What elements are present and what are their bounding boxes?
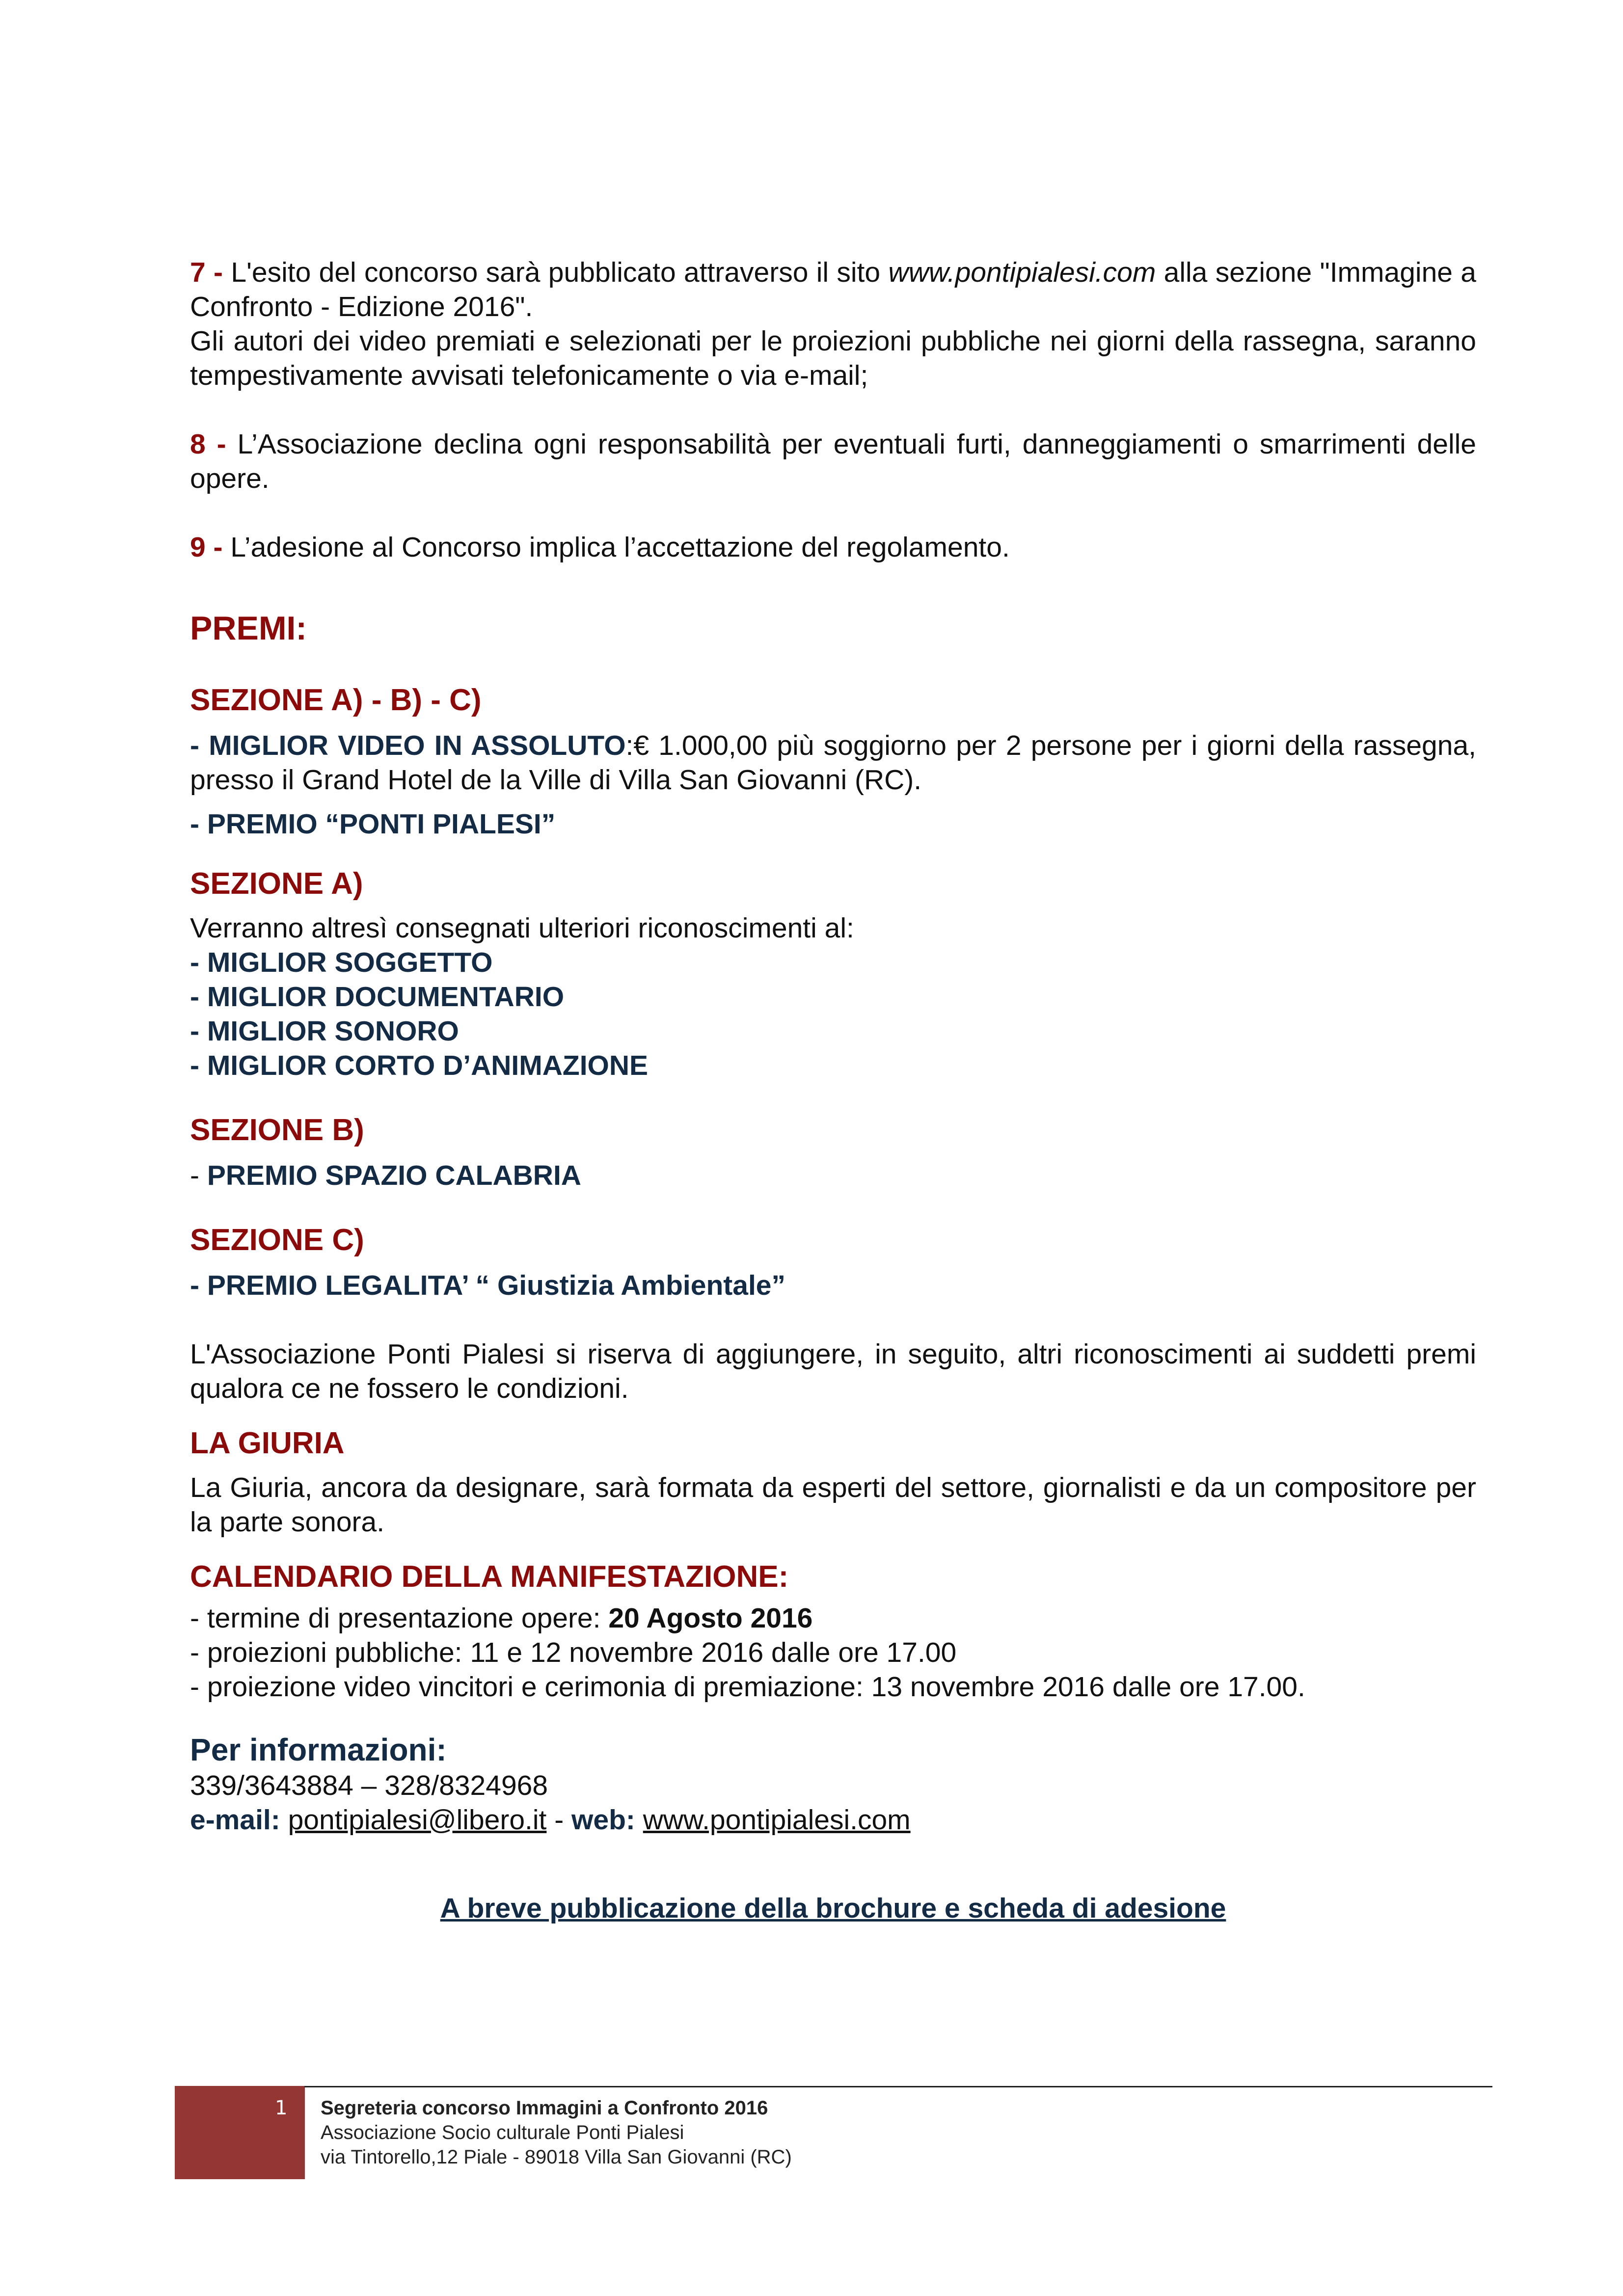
paragraph-text: alla sezione "Immagine a Confronto - Edizione 2016". [190, 257, 1476, 322]
award-item: - MIGLIOR SONORO [190, 1015, 459, 1047]
website-reference: www.pontipialesi.com [888, 257, 1156, 288]
ponti-pialesi-prize: - PREMIO “PONTI PIALESI” [190, 808, 556, 840]
item-number: 9 - [190, 532, 223, 563]
award-item: - MIGLIOR DOCUMENTARIO [190, 981, 565, 1013]
footer-line-2: Associazione Socio culturale Ponti Pialesi [321, 2122, 684, 2143]
page-number: 1 [275, 2097, 288, 2119]
prize-label: - MIGLIOR VIDEO IN ASSOLUTO [190, 730, 626, 761]
section-b-prize [190, 1158, 1476, 1193]
section-abc-heading: SEZIONE A) - B) - C) [190, 683, 482, 717]
info-heading: Per informazioni: [190, 1732, 447, 1767]
section-b-heading: SEZIONE B) [190, 1113, 364, 1147]
email-link[interactable]: pontipialesi@libero.it [288, 1804, 547, 1836]
contacts-line [190, 1803, 1476, 1837]
paragraph-8 [190, 427, 1476, 496]
footer-title: Segreteria concorso Immagini a Confronto 2016 [321, 2097, 768, 2119]
separator: - [546, 1804, 572, 1836]
section-a-intro: Verranno altresì consegnati ulteriori riconoscimenti al: [190, 912, 854, 944]
prize-description: :€ 1.000,00 più soggiorno per 2 persone per i giorni della rassegna, presso il Grand Hotel de la Ville di Villa San Giovanni (RC). [190, 730, 1476, 796]
paragraph-7-continued: Gli autori dei video premiati e selezionati per le proiezioni pubbliche nei giorni della rassegna, saranno tempestivamente avvisati telefonicamente o via e-mail; [190, 325, 1476, 391]
deadline-date: 20 Agosto 2016 [608, 1602, 813, 1634]
web-label: web: [571, 1804, 635, 1836]
footer-address [321, 2096, 792, 2169]
calendario-heading: CALENDARIO DELLA MANIFESTAZIONE: [190, 1560, 789, 1594]
dash: - [190, 1160, 207, 1191]
prize-label: PREMIO SPAZIO CALABRIA [207, 1160, 581, 1191]
footer-divider [304, 2086, 1492, 2087]
premi-heading: PREMI: [190, 610, 307, 647]
footer-line-3: via Tintorello,12 Piale - 89018 Villa San Giovanni (RC) [321, 2146, 792, 2168]
web-link[interactable]: www.pontipialesi.com [643, 1804, 911, 1836]
document-body [190, 255, 1476, 1925]
calendar-text: - termine di presentazione opere: [190, 1602, 609, 1634]
award-item: - MIGLIOR SOGGETTO [190, 947, 493, 978]
giuria-text: La Giuria, ancora da designare, sarà formata da esperti del settore, giornalisti e da un compositore per la parte sonora. [190, 1472, 1476, 1538]
item-number: 8 - [190, 428, 226, 460]
paragraph-text: L’Associazione declina ogni responsabilità per eventuali furti, danneggiamenti o smarrimenti delle opere. [190, 428, 1476, 494]
section-a-heading: SEZIONE A) [190, 867, 363, 901]
calendar-line [190, 1601, 1476, 1635]
award-item: - MIGLIOR CORTO D’ANIMAZIONE [190, 1050, 649, 1081]
riserva-paragraph: L'Associazione Ponti Pialesi si riserva di aggiungere, in seguito, altri riconoscimenti ai suddetti premi qualora ce ne fossero le condizioni. [190, 1338, 1476, 1404]
paragraph-text: L'esito del concorso sarà pubblicato attraverso il sito [223, 257, 889, 288]
calendar-line: - proiezione video vincitori e cerimonia di premiazione: 13 novembre 2016 dalle ore 17.00. [190, 1671, 1305, 1703]
phone-numbers: 339/3643884 – 328/8324968 [190, 1770, 548, 1801]
section-c-heading: SEZIONE C) [190, 1223, 364, 1257]
best-video-prize [190, 728, 1476, 797]
brochure-notice: A breve pubblicazione della brochure e scheda di adesione [440, 1893, 1226, 1924]
item-number: 7 - [190, 257, 223, 288]
paragraph-9 [190, 530, 1476, 564]
calendar-line: - proiezioni pubbliche: 11 e 12 novembre 2016 dalle ore 17.00 [190, 1637, 957, 1668]
paragraph-text: L’adesione al Concorso implica l’accettazione del regolamento. [222, 532, 1010, 563]
email-label: e-mail: [190, 1804, 280, 1836]
section-c-prize: - PREMIO LEGALITA’ “ Giustizia Ambientale” [190, 1270, 785, 1301]
giuria-heading: LA GIURIA [190, 1426, 345, 1460]
paragraph-7 [190, 255, 1476, 324]
